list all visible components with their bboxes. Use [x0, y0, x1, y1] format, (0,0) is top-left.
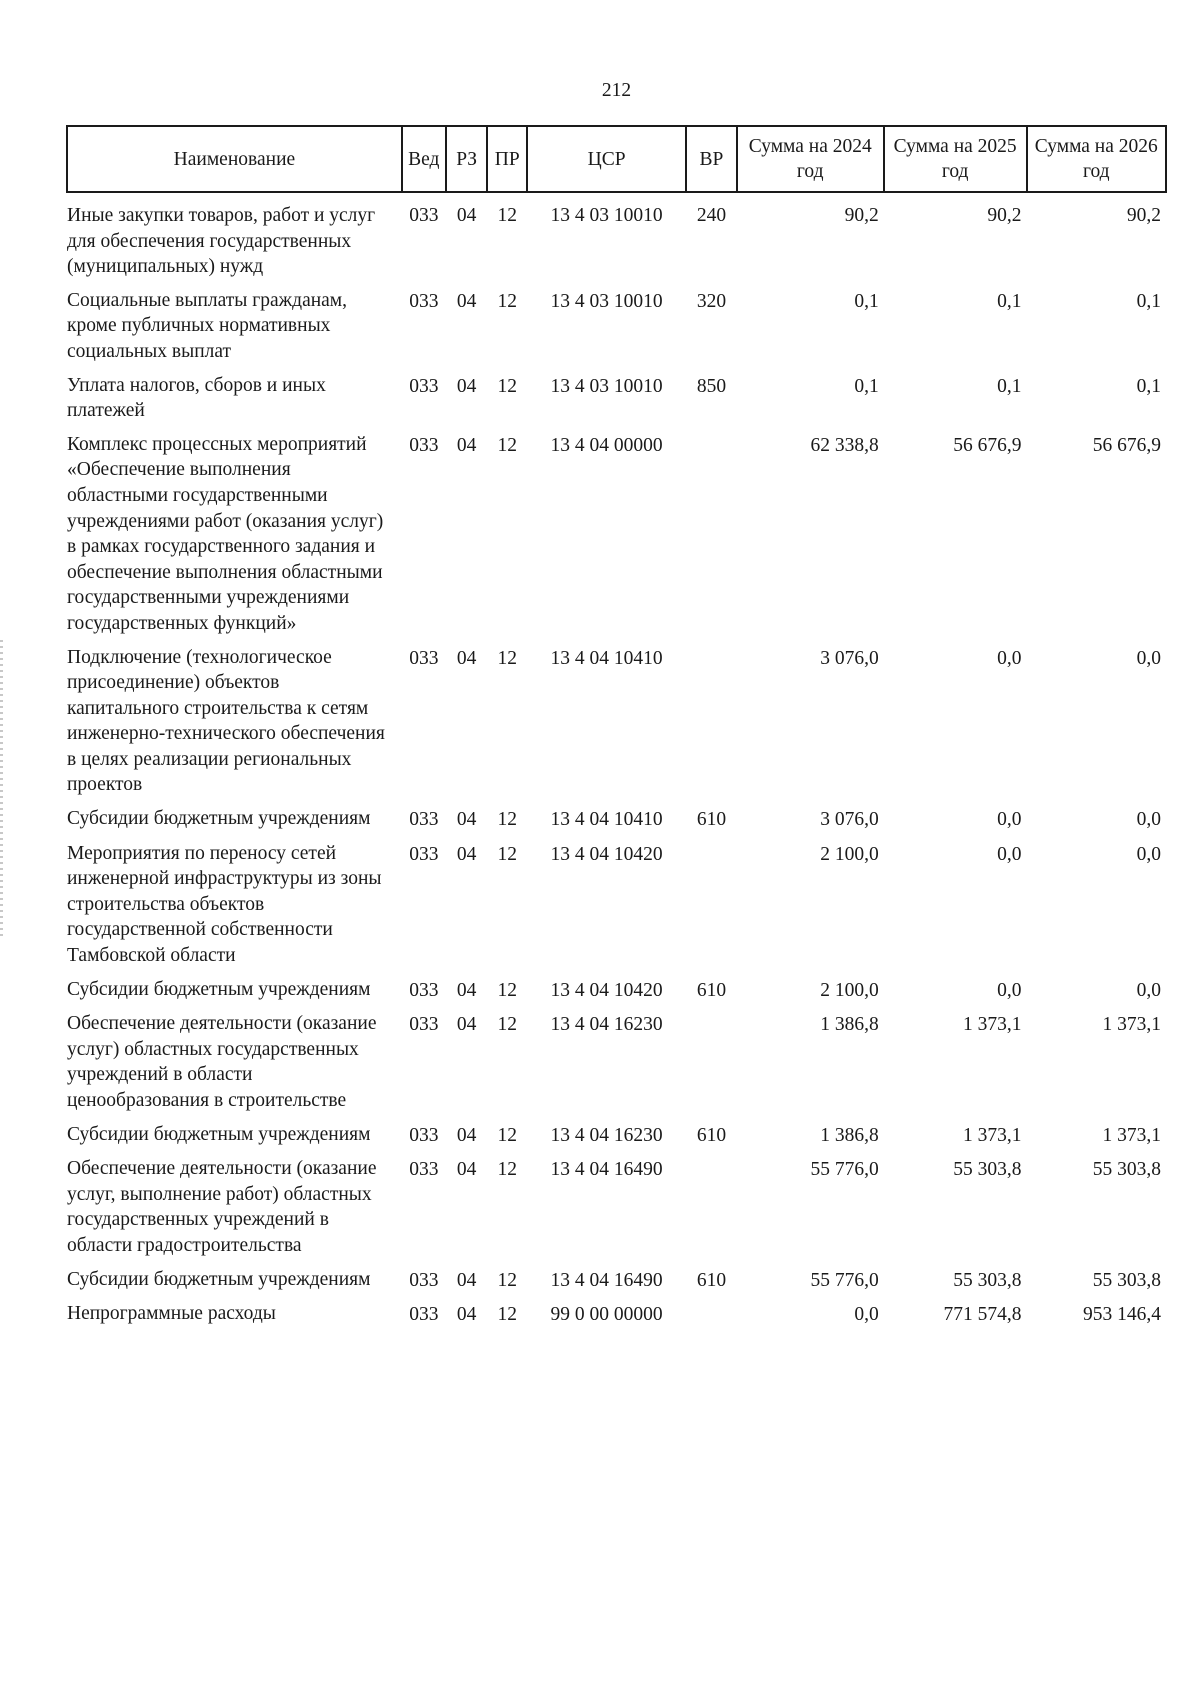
row-vr-cell: [686, 841, 737, 977]
header-sum-2026: Сумма на 2026 год: [1027, 126, 1166, 192]
row-sum-2024-cell: 3 076,0: [820, 647, 879, 669]
row-rz-cell: 04: [456, 205, 477, 226]
row-name-cell: Субсидии бюджетным учреждениям: [67, 1268, 371, 1290]
row-name-cell: Мероприятия по переносу сетей инженерной инфраструктуры из зоны строительства объектов государственной собственности Тамбовской области: [67, 842, 382, 967]
row-name-cell: Иные закупки товаров, работ и услуг для обеспечения государственных (муниципальных) нужд: [67, 205, 376, 278]
row-pr-cell: 12: [497, 1269, 517, 1291]
table-row: [67, 806, 1166, 841]
row-csr-cell: 13 4 04 10420: [550, 843, 663, 865]
row-sum-2025-cell: 0,1: [997, 290, 1022, 312]
row-rz-cell: 04: [456, 375, 477, 397]
row-rz-cell: 04: [456, 1159, 477, 1181]
row-sum-2024-cell: 55 776,0: [810, 1269, 879, 1291]
row-sum-2025-cell: 55 303,8: [953, 1159, 1022, 1181]
row-pr-cell: 12: [497, 205, 517, 226]
table-header-row: [67, 126, 1166, 192]
row-vr-cell: 610: [696, 979, 727, 1001]
row-sum-2025-cell: 1 373,1: [963, 1124, 1022, 1146]
row-ved-cell: 033: [409, 1269, 439, 1291]
row-sum-2025-cell: 771 574,8: [943, 1304, 1022, 1326]
row-rz-cell: 04: [456, 809, 477, 831]
row-pr-cell: 12: [497, 1159, 517, 1181]
row-csr-cell: 13 4 04 16230: [550, 1014, 663, 1036]
row-vr-cell: 240: [696, 205, 727, 226]
table-row: [67, 1156, 1166, 1266]
row-vr-cell: [686, 1156, 737, 1266]
row-rz-cell: 04: [456, 647, 477, 669]
row-pr-cell: 12: [497, 1124, 517, 1146]
row-csr-cell: 13 4 04 16490: [550, 1269, 663, 1291]
row-sum-2025-cell: 90,2: [987, 205, 1022, 226]
table-row: [67, 977, 1166, 1012]
row-sum-2026-cell: 0,0: [1136, 843, 1161, 865]
scan-edge-artifact: [0, 640, 3, 940]
header-sum-2024: Сумма на 2024 год: [737, 126, 884, 192]
table-row: [67, 373, 1166, 432]
row-rz-cell: 04: [456, 1124, 477, 1146]
row-csr-cell: 13 4 04 16230: [550, 1124, 663, 1146]
row-name-cell: Субсидии бюджетным учреждениям: [67, 1123, 371, 1145]
row-sum-2024-cell: 0,1: [854, 375, 879, 397]
row-csr-cell: 13 4 04 10420: [550, 979, 663, 1001]
table-row: [67, 192, 1166, 288]
table-row: [67, 1267, 1166, 1302]
row-ved-cell: 033: [409, 1304, 439, 1326]
table-row: [67, 645, 1166, 807]
row-csr-cell: 13 4 04 16490: [550, 1159, 663, 1181]
row-pr-cell: 12: [497, 375, 517, 397]
row-vr-cell: [686, 1301, 737, 1336]
row-sum-2024-cell: 55 776,0: [810, 1159, 879, 1181]
header-vr: ВР: [686, 126, 737, 192]
row-sum-2026-cell: 0,0: [1136, 979, 1161, 1001]
row-pr-cell: 12: [497, 1014, 517, 1036]
row-vr-cell: 850: [696, 375, 727, 397]
row-sum-2026-cell: 55 303,8: [1092, 1269, 1161, 1291]
row-ved-cell: 033: [409, 290, 439, 312]
row-csr-cell: 13 4 03 10010: [550, 375, 663, 397]
header-name: Наименование: [67, 126, 402, 192]
row-pr-cell: 12: [497, 979, 517, 1001]
row-vr-cell: [686, 432, 737, 645]
row-sum-2024-cell: 3 076,0: [820, 809, 879, 831]
row-sum-2025-cell: 0,0: [997, 809, 1022, 831]
row-ved-cell: 033: [409, 205, 439, 226]
row-vr-cell: [686, 1011, 737, 1121]
row-sum-2026-cell: 0,1: [1136, 375, 1161, 397]
row-name-cell: Социальные выплаты гражданам, кроме публичных нормативных социальных выплат: [67, 289, 348, 362]
row-sum-2024-cell: 0,0: [854, 1304, 879, 1326]
row-sum-2024-cell: 1 386,8: [820, 1014, 879, 1036]
row-sum-2026-cell: 1 373,1: [1102, 1124, 1161, 1146]
row-name-cell: Субсидии бюджетным учреждениям: [67, 808, 371, 830]
budget-table: [66, 125, 1167, 1336]
row-sum-2024-cell: 2 100,0: [820, 843, 879, 865]
row-rz-cell: 04: [456, 1014, 477, 1036]
row-ved-cell: 033: [409, 809, 439, 831]
row-vr-cell: 610: [696, 1124, 727, 1146]
row-csr-cell: 13 4 04 00000: [550, 434, 663, 456]
header-csr: ЦСР: [527, 126, 686, 192]
header-ved: Вед: [402, 126, 446, 192]
table-row: [67, 1011, 1166, 1121]
row-pr-cell: 12: [497, 843, 517, 865]
row-name-cell: Непрограммные расходы: [67, 1303, 276, 1325]
row-name-cell: Обеспечение деятельности (оказание услуг) областных государственных учреждений в области ценообразования в строительстве: [67, 1013, 377, 1111]
row-ved-cell: 033: [409, 1014, 439, 1036]
row-sum-2025-cell: 0,0: [997, 979, 1022, 1001]
row-sum-2024-cell: 62 338,8: [810, 434, 879, 456]
row-sum-2026-cell: 55 303,8: [1092, 1159, 1161, 1181]
row-sum-2025-cell: 56 676,9: [953, 434, 1022, 456]
row-pr-cell: 12: [497, 647, 517, 669]
row-sum-2024-cell: 90,2: [844, 205, 879, 226]
row-sum-2026-cell: 0,0: [1136, 647, 1161, 669]
row-sum-2025-cell: 55 303,8: [953, 1269, 1022, 1291]
row-ved-cell: 033: [409, 1124, 439, 1146]
row-rz-cell: 04: [456, 290, 477, 312]
row-ved-cell: 033: [409, 647, 439, 669]
row-sum-2024-cell: 0,1: [854, 290, 879, 312]
row-sum-2024-cell: 2 100,0: [820, 979, 879, 1001]
row-name-cell: Комплекс процессных мероприятий «Обеспечение выполнения областными государственными учреждениями работ (оказания услуг) в рамках государственного задания и обеспечение выполнения областными государственными учреждениями государственных функций»: [67, 433, 384, 634]
row-sum-2025-cell: 0,0: [997, 647, 1022, 669]
row-pr-cell: 12: [497, 809, 517, 831]
header-rz: РЗ: [446, 126, 488, 192]
row-pr-cell: 12: [497, 290, 517, 312]
page-number: 212: [601, 80, 632, 101]
row-pr-cell: 12: [497, 434, 517, 456]
row-sum-2026-cell: 0,1: [1136, 290, 1161, 312]
header-pr: ПР: [487, 126, 527, 192]
row-ved-cell: 033: [409, 979, 439, 1001]
row-vr-cell: 610: [696, 1269, 727, 1291]
row-rz-cell: 04: [456, 434, 477, 456]
row-sum-2025-cell: 0,1: [997, 375, 1022, 397]
row-rz-cell: 04: [456, 979, 477, 1001]
row-sum-2025-cell: 1 373,1: [963, 1014, 1022, 1036]
row-sum-2026-cell: 56 676,9: [1092, 434, 1161, 456]
row-vr-cell: 320: [696, 290, 727, 312]
row-ved-cell: 033: [409, 375, 439, 397]
row-csr-cell: 13 4 03 10010: [550, 290, 663, 312]
table-row: [67, 1301, 1166, 1336]
row-csr-cell: 99 0 00 00000: [550, 1304, 663, 1326]
row-name-cell: Обеспечение деятельности (оказание услуг, выполнение работ) областных государственных учреждений в области градостроительства: [67, 1158, 377, 1256]
table-row: [67, 841, 1166, 977]
row-sum-2025-cell: 0,0: [997, 843, 1022, 865]
header-sum-2025: Сумма на 2025 год: [884, 126, 1027, 192]
table-row: [67, 288, 1166, 373]
row-ved-cell: 033: [409, 434, 439, 456]
row-ved-cell: 033: [409, 843, 439, 865]
row-csr-cell: 13 4 04 10410: [550, 647, 663, 669]
row-ved-cell: 033: [409, 1159, 439, 1181]
row-sum-2026-cell: 90,2: [1126, 205, 1161, 226]
row-name-cell: Уплата налогов, сборов и иных платежей: [67, 374, 326, 422]
row-pr-cell: 12: [497, 1304, 517, 1326]
row-rz-cell: 04: [456, 843, 477, 865]
row-name-cell: Подключение (технологическое присоединение) объектов капитального строительства к сетям инженерно-технического обеспечения в целях реализации региональных проектов: [67, 646, 385, 796]
table-row: [67, 1122, 1166, 1157]
row-sum-2026-cell: 953 146,4: [1083, 1304, 1161, 1326]
row-name-cell: Субсидии бюджетным учреждениям: [67, 978, 371, 1000]
row-csr-cell: 13 4 04 10410: [550, 809, 663, 831]
row-sum-2026-cell: 0,0: [1136, 809, 1161, 831]
row-sum-2024-cell: 1 386,8: [820, 1124, 879, 1146]
table-row: [67, 432, 1166, 645]
row-vr-cell: 610: [696, 809, 727, 831]
row-csr-cell: 13 4 03 10010: [550, 205, 663, 226]
row-rz-cell: 04: [456, 1304, 477, 1326]
row-sum-2026-cell: 1 373,1: [1102, 1014, 1161, 1036]
row-rz-cell: 04: [456, 1269, 477, 1291]
row-vr-cell: [686, 645, 737, 807]
table-body: [67, 192, 1166, 1336]
